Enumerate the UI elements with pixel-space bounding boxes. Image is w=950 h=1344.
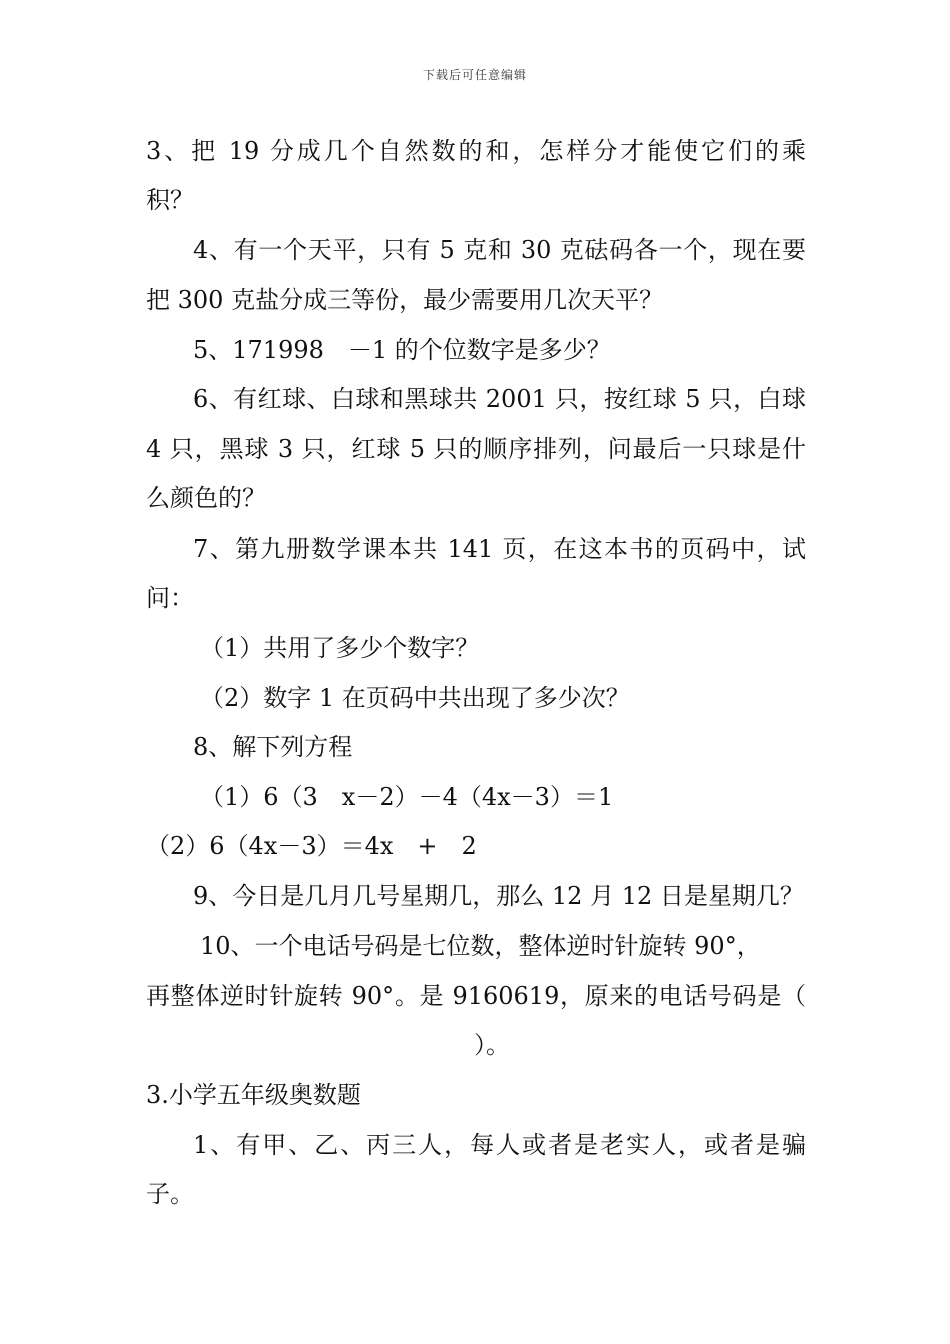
problem-6-line-3: 么颜色的？ xyxy=(146,484,266,512)
problem-7-line-1: 7、第九册数学课本共 141 页，在这本书的页码中，试 xyxy=(193,535,806,563)
problem-4-line-2: 把 300 克盐分成三等份，最少需要用几次天平？ xyxy=(146,286,664,314)
problem-7-line-2: 问： xyxy=(146,584,194,612)
problem-4-line-1: 4、有一个天平，只有 5 克和 30 克砝码各一个，现在要 xyxy=(193,236,806,264)
problem-8-line: 8、解下列方程 xyxy=(193,733,353,761)
problem-8-equation-2: （2）6（4x－3）＝4x + 2 xyxy=(146,832,477,860)
problem-9-line: 9、今日是几月几号星期几，那么 12 月 12 日是星期几？ xyxy=(193,882,804,910)
section-problem-1-line-1: 1、有甲、乙、丙三人，每人或者是老实人，或者是骗 xyxy=(193,1131,806,1159)
page-header: 下载后可任意编辑 xyxy=(422,68,527,82)
problem-7-sub-2: （2）数字 1 在页码中共出现了多少次？ xyxy=(200,684,630,712)
problem-10-line-3: ）。 xyxy=(474,1031,510,1059)
problem-7-sub-1: （1）共用了多少个数字？ xyxy=(200,634,480,662)
problem-10-line-1: 10、一个电话号码是七位数，整体逆时针旋转 90°， xyxy=(200,932,761,960)
section-heading: 3.小学五年级奥数题 xyxy=(146,1081,361,1109)
problem-6-line-2: 4 只，黑球 3 只，红球 5 只的顺序排列，问最后一只球是什 xyxy=(146,435,806,463)
problem-6-line-1: 6、有红球、白球和黑球共 2001 只，按红球 5 只，白球 xyxy=(193,385,806,413)
problem-8-equation-1: （1）6（3 x－2）－4（4x－3）＝1 xyxy=(200,783,614,811)
problem-10-line-2: 再整体逆时针旋转 90°。是 9160619，原来的电话号码是（ xyxy=(146,982,806,1010)
problem-3-line-2: 积？ xyxy=(146,186,194,214)
problem-3-line-1: 3、把 19 分成几个自然数的和，怎样分才能使它们的乘 xyxy=(146,137,806,165)
problem-5-line: 5、171998 －1 的个位数字是多少？ xyxy=(193,336,611,364)
section-problem-1-line-2: 子。 xyxy=(146,1180,194,1208)
